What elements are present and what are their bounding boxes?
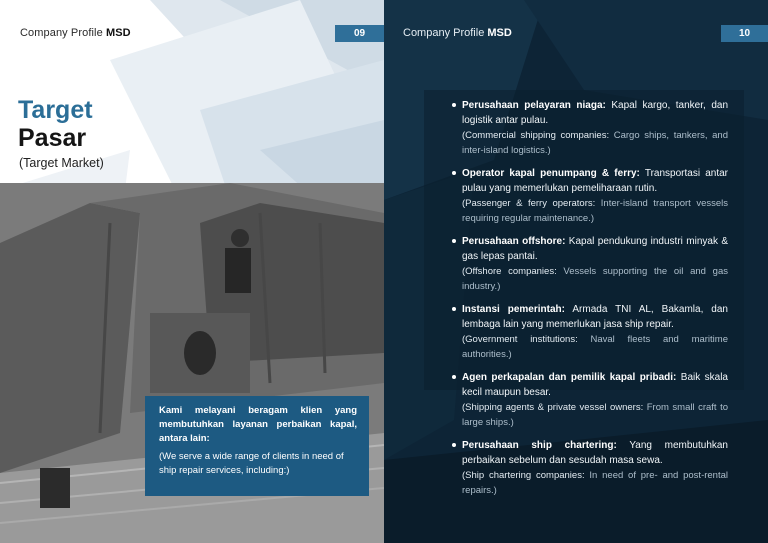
list-item: [462, 98, 728, 158]
bullet-icon: [452, 103, 456, 107]
target-market-list: [462, 98, 728, 506]
right-page: [384, 0, 768, 543]
item-desc: Baik skala kecil maupun besar.: [462, 372, 728, 398]
bullet-icon: [452, 375, 456, 379]
company-label: Company Profile: [403, 27, 485, 39]
item-text-en: [462, 332, 728, 362]
company-label: Company Profile: [20, 27, 103, 39]
page-number-left: 09: [335, 25, 384, 42]
list-item: [462, 370, 728, 430]
bullet-icon: [452, 307, 456, 311]
item-text-en: [462, 468, 728, 498]
bullet-icon: [452, 239, 456, 243]
bullet-icon: [452, 171, 456, 175]
title-line1: Target: [18, 96, 93, 124]
list-item: [462, 234, 728, 294]
list-item: [462, 166, 728, 226]
item-desc-en: Vessels supporting the oil and gas industry.): [462, 266, 728, 292]
item-text-id: [462, 166, 728, 196]
info-text-id: Kami melayani beragam klien yang membutuhkan layanan perbaikan kapal, antara lain:: [159, 405, 357, 444]
item-title: Instansi pemerintah:: [462, 304, 565, 315]
brand-name: MSD: [105, 27, 131, 39]
item-desc-en: In need of pre- and post-rental repairs.): [462, 470, 728, 496]
item-text-en: [462, 400, 728, 430]
header-right: [403, 27, 512, 39]
item-title: Agen perkapalan dan pemilik kapal pribadi:: [462, 372, 677, 383]
bullet-icon: [452, 443, 456, 447]
item-title: Perusahaan ship chartering:: [462, 440, 617, 451]
item-desc: Yang membutuhkan perbaikan sebelum dan sesudah masa sewa.: [462, 440, 728, 466]
item-desc-en: Inter-island transport vessels requiring regular maintenance.): [462, 198, 728, 224]
item-title-en: (Offshore companies:: [462, 266, 557, 277]
brand-name: MSD: [487, 27, 512, 39]
item-title-en: (Ship chartering companies:: [462, 470, 585, 481]
item-text-en: [462, 196, 728, 226]
list-item: [462, 302, 728, 362]
item-text-id: [462, 98, 728, 128]
item-title-en: (Commercial shipping companies:: [462, 130, 610, 141]
item-text-en: [462, 264, 728, 294]
item-text-id: [462, 370, 728, 400]
item-title-en: (Government institutions:: [462, 334, 578, 345]
item-title-en: (Shipping agents & private vessel owners:: [462, 402, 644, 413]
subtitle: (Target Market): [19, 156, 104, 170]
item-text-id: [462, 438, 728, 468]
item-desc: Transportasi antar pulau yang memerlukan pemeliharaan rutin.: [462, 168, 728, 194]
header-left: [20, 27, 131, 39]
info-box: [145, 396, 369, 496]
item-text-id: [462, 234, 728, 264]
item-title: Perusahaan offshore:: [462, 236, 566, 247]
item-desc-en: Naval fleets and maritime authorities.): [462, 334, 728, 360]
title-line2: Pasar: [18, 124, 87, 152]
item-desc-en: From small craft to large ships.): [462, 402, 728, 428]
list-item: [462, 438, 728, 498]
item-title-en: (Passenger & ferry operators:: [462, 198, 596, 209]
item-desc: Armada TNI AL, Bakamla, dan lembaga lain yang memerlukan jasa ship repair.: [462, 304, 728, 330]
item-text-en: [462, 128, 728, 158]
info-text-en: (We serve a wide range of clients in need of ship repair services, including:): [159, 451, 344, 476]
item-title: Operator kapal penumpang & ferry:: [462, 168, 640, 179]
item-title: Perusahaan pelayaran niaga:: [462, 100, 606, 111]
item-desc: Kapal pendukung industri minyak & gas lepas pantai.: [462, 236, 728, 262]
item-text-id: [462, 302, 728, 332]
page-number-right: 10: [721, 25, 768, 42]
item-desc: Kapal kargo, tanker, dan logistik antar pulau.: [462, 100, 728, 126]
item-desc-en: Cargo ships, tankers, and inter-island logistics.): [462, 130, 728, 156]
